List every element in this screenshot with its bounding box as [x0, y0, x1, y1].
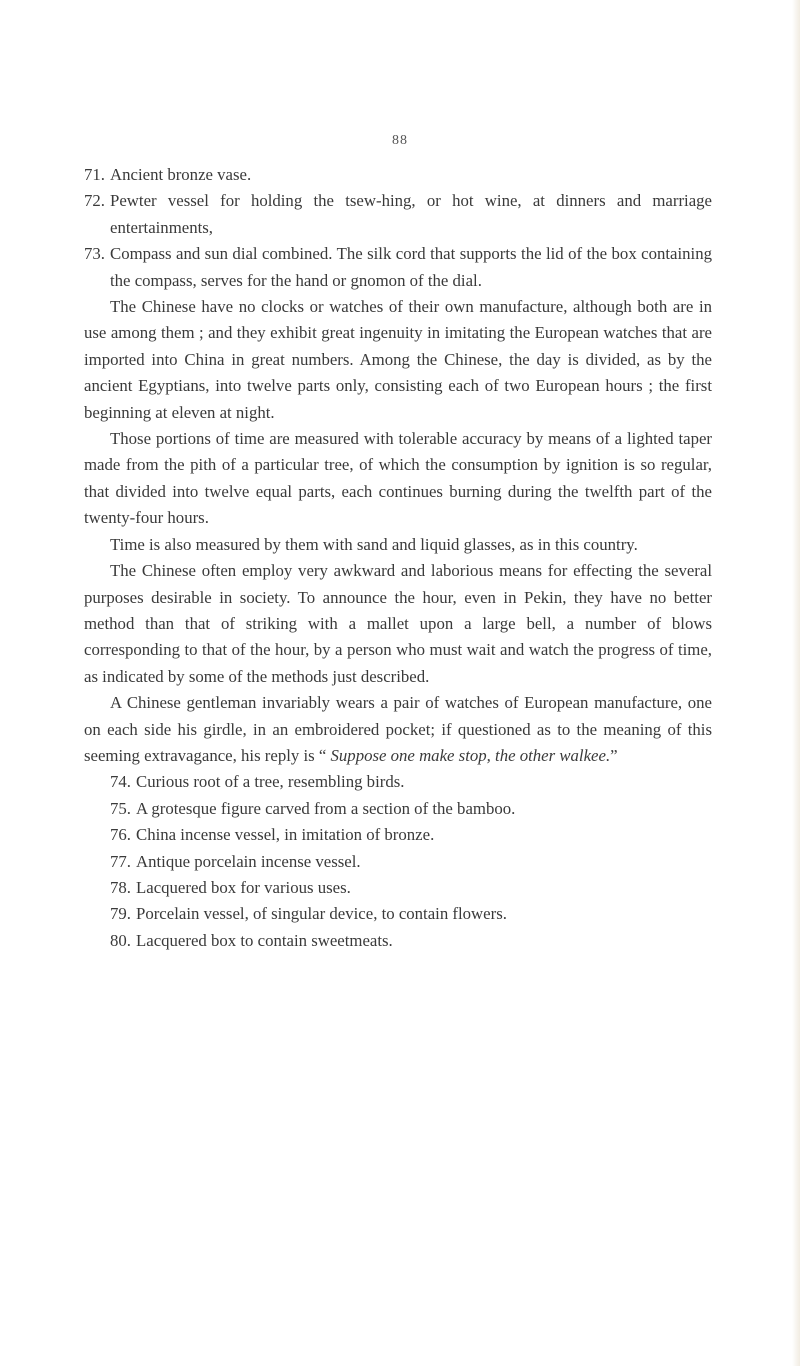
item-number: 80.: [110, 930, 131, 950]
item-text: Compass and sun dial combined. The silk cord that supports the lid of the box containing the compass, serves for the hand or gnomon of the dial.: [110, 244, 712, 290]
item-text: Lacquered box to contain sweetmeats.: [136, 930, 393, 950]
item-number: 76.: [110, 825, 131, 845]
list-item-74: [110, 769, 712, 795]
item-text: A grotesque figure carved from a section of the bamboo.: [136, 798, 516, 818]
item-text: Curious root of a tree, resembling birds.: [136, 772, 405, 792]
list-item-79: [110, 901, 712, 927]
list-item-77: [110, 849, 712, 875]
item-list-bottom: [110, 769, 712, 954]
item-text: Pewter vessel for holding the tsew-hing, or hot wine, at dinners and marriage entertainments,: [110, 191, 712, 237]
close-quote: ”: [610, 745, 618, 765]
page-number: 88: [392, 133, 408, 148]
item-number: 71.: [84, 165, 105, 184]
paragraph-watches-text: A Chinese gentleman invariably wears a pair of watches of European manufacture, one on each side his girdle, in an embroidered pocket; if questioned as to the meaning of this seeming extravagance, his reply is: [84, 693, 712, 765]
item-number: 77.: [110, 851, 131, 871]
list-item-73: [84, 241, 712, 294]
item-text: Ancient bronze vase.: [110, 165, 252, 184]
page-edge: [792, 0, 800, 1366]
paragraph-clocks: The Chinese have no clocks or watches of their own manufacture, although both are in use among them ; and they exhibit great ingenuity in imitating the European watches that are imported into China in great numbers. Among the Chinese, the day is divided, as by the ancient Egyptians, into twelve parts only, consisting each of two European hours ; the first beginning at eleven at night.: [84, 297, 712, 422]
item-number: 78.: [110, 877, 131, 897]
list-item-75: [110, 796, 712, 822]
quoted-reply: Suppose one make stop, the other walkee.: [330, 745, 611, 765]
item-number: 75.: [110, 798, 131, 818]
item-text: Lacquered box for various uses.: [136, 877, 351, 897]
open-quote: “: [318, 745, 331, 765]
item-number: 79.: [110, 904, 131, 924]
list-item-72: [84, 188, 712, 241]
paragraph-bell: The Chinese often employ very awkward and laborious means for effecting the several purposes desirable in society. To announce the hour, even in Pekin, they have no better method than that of striking with a mallet upon a large bell, a number of blows corresponding to that of the hour, by a person who must wait and watch the progress of time, as indicated by some of the methods just described.: [84, 561, 712, 686]
list-item-80: [110, 928, 712, 954]
list-item-78: [110, 875, 712, 901]
page-content: [84, 162, 712, 954]
item-number: 72.: [84, 191, 105, 211]
item-text: Porcelain vessel, of singular device, to contain flowers.: [136, 904, 507, 924]
list-item-71: [84, 162, 712, 188]
list-item-76: [110, 822, 712, 848]
item-text: China incense vessel, in imitation of bronze.: [136, 825, 435, 845]
item-text: Antique porcelain incense vessel.: [136, 851, 361, 871]
item-number: 74.: [110, 772, 131, 792]
item-number: 73.: [84, 244, 105, 264]
paragraph-glasses: Time is also measured by them with sand and liquid glasses, as in this country.: [110, 534, 638, 554]
paragraph-watches: [84, 690, 712, 769]
paragraph-taper: Those portions of time are measured with tolerable accuracy by means of a lighted taper made from the pith of a particular tree, of which the consumption by ignition is so regular, that divided into twelve equal parts, each continues burning during the twelfth part of the twenty-four hours.: [84, 429, 712, 528]
